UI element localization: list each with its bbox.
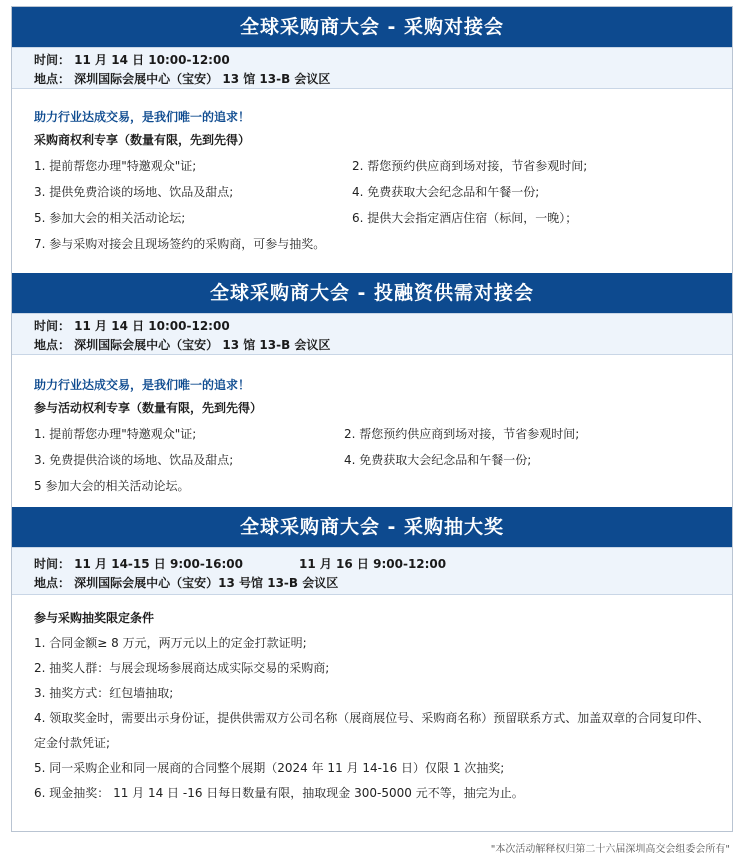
section-title: 全球采购商大会 - 投融资供需对接会 [12, 273, 732, 313]
place-text: 地点： 深圳国际会展中心（宝安） 13 馆 13-B 会议区 [34, 72, 331, 86]
benefit-row [34, 473, 732, 499]
list-item: 3. 提供免费洽谈的场地、饮品及甜点; [34, 185, 234, 199]
list-item: 3. 免费提供洽谈的场地、饮品及甜点; [34, 453, 234, 467]
section-investment-matching [12, 273, 732, 499]
subtitle: 参与活动权利专享（数量有限，先到先得） [34, 401, 263, 415]
event-info-panel [11, 6, 733, 832]
benefit-row [34, 179, 732, 205]
benefit-row [34, 447, 732, 473]
list-item: 1. 合同金额≥ 8 万元，两万元以上的定金打款证明; [34, 636, 307, 650]
time-text: 时间： 11 月 14 日 10:00-12:00 [34, 53, 230, 67]
list-item: 4. 领取奖金时，需要出示身份证，提供供需双方公司名称（展商展位号、采购商名称）预留联系方式、加盖双章的合同复印件、 [34, 711, 710, 725]
section-body [12, 595, 732, 806]
time-text: 时间： 11 月 14-15 日 9:00-16:00 [34, 557, 243, 571]
benefit-row [34, 231, 732, 257]
list-item: 4. 免费获取大会纪念品和午餐一份; [352, 185, 540, 199]
section-body [12, 355, 732, 499]
list-item: 5. 参加大会的相关活动论坛; [34, 211, 186, 225]
list-item: 1. 提前帮您办理"特邀观众"证; [34, 159, 197, 173]
time-row [34, 555, 732, 574]
footer-note: "本次活动解释权归第二十六届深圳高交会组委会所有" [490, 844, 730, 855]
list-item: 3. 抽奖方式：红包墙抽取; [34, 686, 174, 700]
subtitle: 采购商权利专享（数量有限，先到先得） [34, 133, 251, 147]
list-item: 5 参加大会的相关活动论坛。 [34, 479, 190, 493]
list-item: 1. 提前帮您办理"特邀观众"证; [34, 427, 197, 441]
list-item: 6. 现金抽奖： 11 月 14 日 -16 日每日数量有限，抽取现金 300-5000 元不等，抽完为止。 [34, 786, 524, 800]
list-item: 2. 帮您预约供应商到场对接，节省参观时间; [344, 427, 580, 441]
benefit-row [34, 153, 732, 179]
section-lucky-draw [12, 507, 732, 806]
section-title: 全球采购商大会 - 采购抽大奖 [12, 507, 732, 547]
place-text: 地点： 深圳国际会展中心（宝安） 13 馆 13-B 会议区 [34, 338, 331, 352]
time-place-box [12, 47, 732, 89]
benefit-row [34, 205, 732, 231]
time-place-box [12, 313, 732, 355]
list-item: 2. 帮您预约供应商到场对接，节省参观时间; [352, 159, 588, 173]
time-text-2: 11 月 16 日 9:00-12:00 [299, 557, 447, 571]
list-item: 5. 同一采购企业和同一展商的合同整个展期（2024 年 11 月 14-16 日）仅限 1 次抽奖; [34, 761, 505, 775]
list-item: 4. 免费获取大会纪念品和午餐一份; [344, 453, 532, 467]
section-body [12, 89, 732, 257]
section-procurement-matching [12, 7, 732, 257]
benefit-row [34, 421, 732, 447]
time-text: 时间： 11 月 14 日 10:00-12:00 [34, 319, 230, 333]
list-item: 定金付款凭证; [34, 736, 111, 750]
place-text: 地点： 深圳国际会展中心（宝安）13 号馆 13-B 会议区 [34, 576, 339, 590]
section-title: 全球采购商大会 - 采购对接会 [12, 7, 732, 47]
slogan: 助力行业达成交易，是我们唯一的追求！ [34, 378, 251, 392]
list-item: 6. 提供大会指定酒店住宿（标间，一晚）； [352, 211, 578, 225]
list-item: 7. 参与采购对接会且现场签约的采购商，可参与抽奖。 [34, 237, 326, 251]
subtitle: 参与采购抽奖限定条件 [34, 611, 155, 625]
slogan: 助力行业达成交易，是我们唯一的追求！ [34, 110, 251, 124]
time-place-box [12, 547, 732, 595]
list-item: 2. 抽奖人群：与展会现场参展商达成实际交易的采购商; [34, 661, 330, 675]
